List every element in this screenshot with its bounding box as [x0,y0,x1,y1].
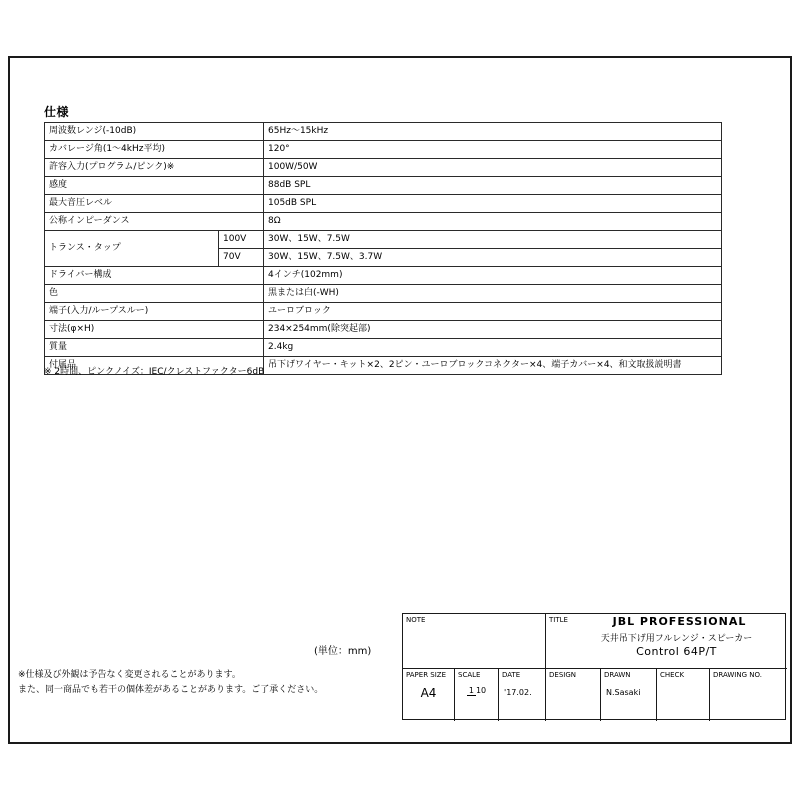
scale-numerator: 1 [468,686,474,695]
spec-value: 65Hz〜15kHz [264,123,722,141]
spec-value: 234×254mm(除突起部) [264,321,722,339]
spec-value: 8Ω [264,213,722,231]
table-row [45,321,722,339]
pink-noise-footnote: ※ 2時間、ピンクノイズ：IEC/クレストファクター6dB [44,367,265,377]
disclaimer-line-2: また、同一商品でも若干の個体差があることがあります。ご了承ください。 [18,684,324,695]
design-header: DESIGN [549,671,576,679]
table-row [45,141,722,159]
scale-value [458,686,495,696]
drawn-value: N.Sasaki [606,688,641,697]
disclaimer [18,668,323,698]
spec-label: 付属品 [45,357,264,375]
unit-note: (単位：mm) [314,646,372,657]
specifications-table [44,122,722,375]
table-row [45,195,722,213]
table-row [45,267,722,285]
spec-table-body [45,123,722,375]
table-row [45,339,722,357]
table-row [45,213,722,231]
paper-size-cell [403,669,455,721]
table-row [45,177,722,195]
spec-label: ドライバー構成 [45,267,264,285]
spec-value: 吊下げワイヤー・キット×2、2ピン・ユーロブロックコネクター×4、端子カバー×4、和文取扱説明書 [264,357,722,375]
drawing-no-header: DRAWING NO. [713,671,762,679]
spec-value: 30W、15W、7.5W、3.7W [264,249,722,267]
spec-value: 105dB SPL [264,195,722,213]
spec-sub-label: 100V [219,231,264,249]
scale-denominator: 10 [475,686,487,695]
spec-label: 周波数レンジ(-10dB) [45,123,264,141]
spec-value: 4インチ(102mm) [264,267,722,285]
spec-label: 公称インピーダンス [45,213,264,231]
design-cell [546,669,601,721]
product-subtitle: 天井吊下げ用フルレンジ・スピーカー [600,634,753,644]
note-header: NOTE [406,616,426,624]
spec-sub-label: 70V [219,249,264,267]
table-row [45,231,722,249]
date-header: DATE [502,671,521,679]
spec-value: ユーロブロック [264,303,722,321]
table-row [45,123,722,141]
table-row [45,285,722,303]
scale-fraction [467,687,486,696]
date-value: '17.02. [504,688,532,697]
drawing-no-cell [710,669,787,721]
title-header: TITLE [549,616,568,624]
spec-value: 30W、15W、7.5W [264,231,722,249]
spec-value: 黒または白(-WH) [264,285,722,303]
scale-cell [455,669,499,721]
spec-label: トランス・タップ [45,231,219,267]
spec-label: 感度 [45,177,264,195]
disclaimer-line-1: ※仕様及び外観は予告なく変更されることがあります。 [18,670,241,680]
spec-value: 100W/50W [264,159,722,177]
model-name: Control 64P/T [636,645,717,658]
scale-header: SCALE [458,671,481,679]
spec-label: 質量 [45,339,264,357]
table-row [45,303,722,321]
drawn-header: DRAWN [604,671,631,679]
spec-value: 120° [264,141,722,159]
paper-size-value: A4 [420,686,437,700]
date-cell [499,669,546,721]
spec-heading: 仕様 [44,105,70,119]
brand-name: JBL PROFESSIONAL [612,615,747,628]
spec-label: 寸法(φ×H) [45,321,264,339]
spec-label: 最大音圧レベル [45,195,264,213]
check-cell [657,669,710,721]
spec-label: 許容入力(プログラム/ピンク)※ [45,159,264,177]
drawn-cell [601,669,657,721]
title-cell [546,614,787,669]
paper-size-header: PAPER SIZE [406,671,447,679]
spec-label: 端子(入力/ループスルー) [45,303,264,321]
table-row [45,159,722,177]
title-block [402,613,786,720]
spec-value: 88dB SPL [264,177,722,195]
spec-label: カバレージ角(1〜4kHz平均) [45,141,264,159]
note-cell [403,614,546,669]
check-header: CHECK [660,671,685,679]
spec-label: 色 [45,285,264,303]
spec-value: 2.4kg [264,339,722,357]
